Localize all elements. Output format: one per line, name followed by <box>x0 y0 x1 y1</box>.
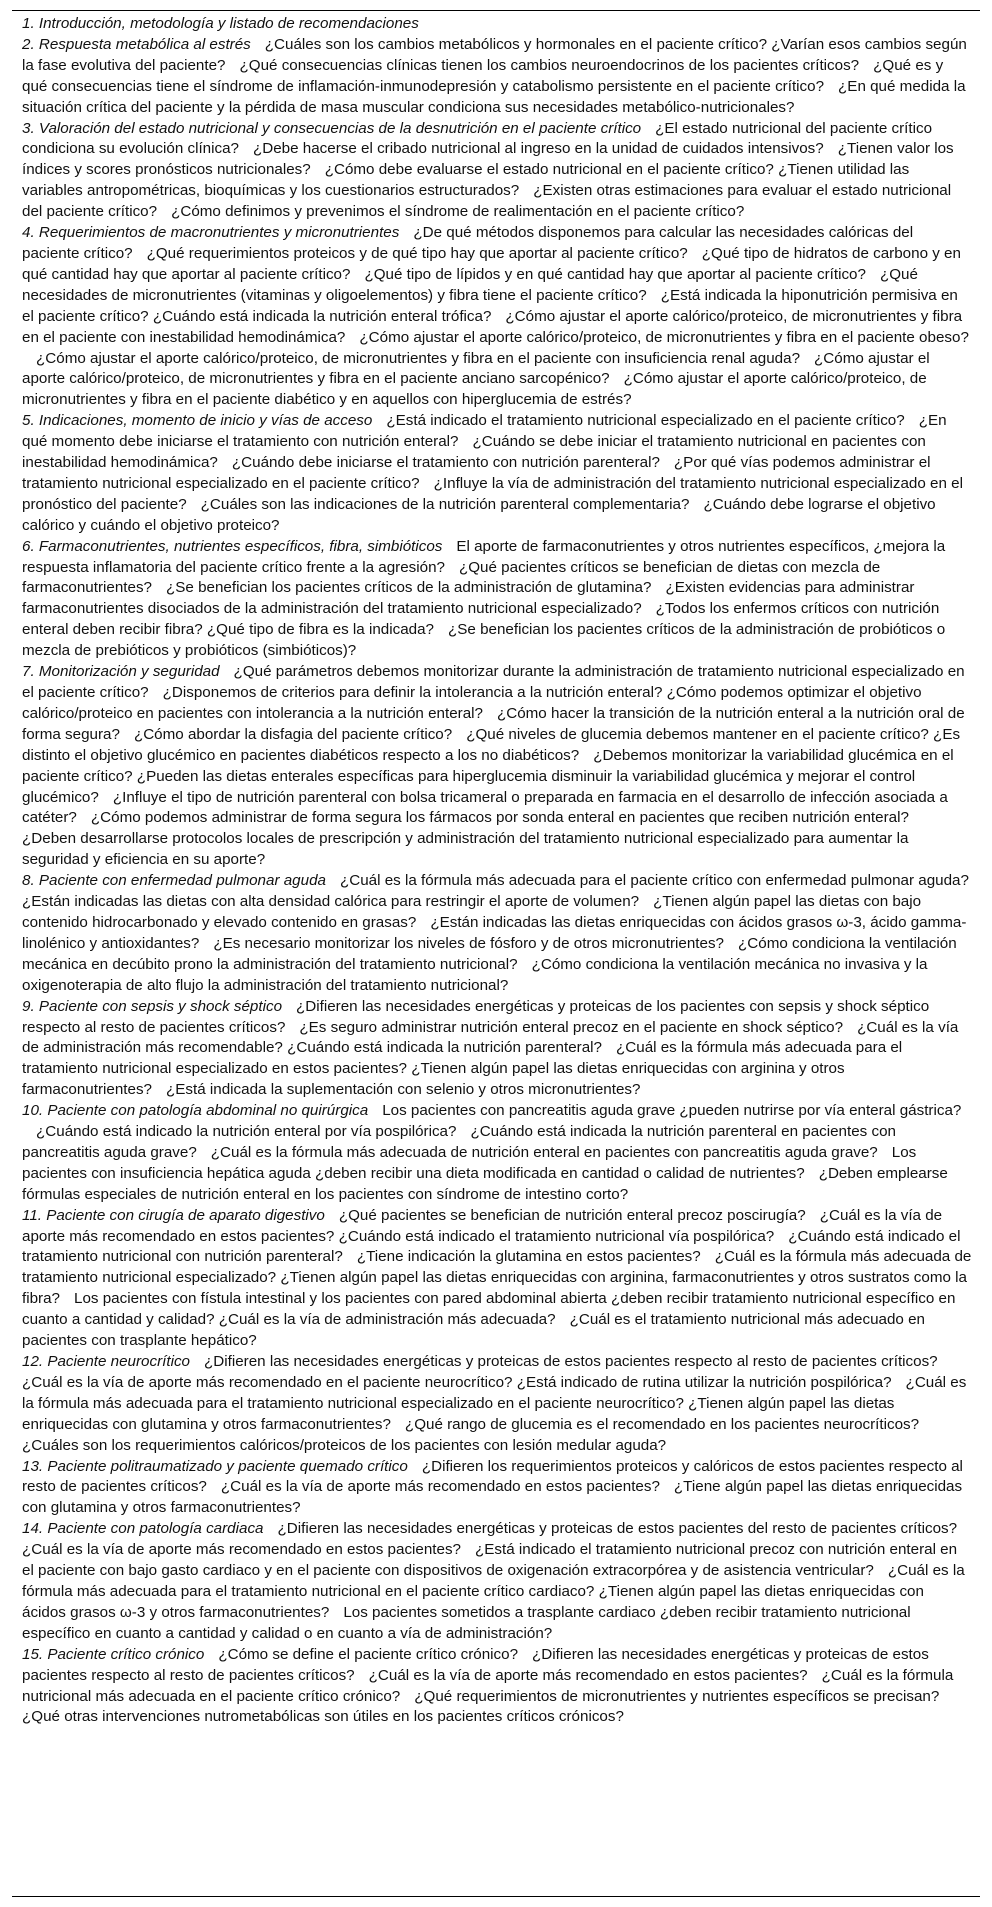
question: ¿Cuál es la fórmula más adecuada para el tratamiento nutricional especializado en el paciente neurocrítico? ¿Tienen algún papel las dietas enriquecidas con glutamina y otros farmaconutrientes? <box>22 1373 967 1433</box>
question: ¿Qué pacientes se benefician de nutrición enteral precoz poscirugía? <box>338 1206 806 1224</box>
question: ¿Cuáles son los cambios metabólicos y hormonales en el paciente crítico? ¿Varían esos cambios según la fase evolutiva del paciente? <box>22 35 967 74</box>
question: ¿Debemos monitorizar la variabilidad glucémica en el paciente crítico? ¿Pueden las dietas enterales específicas para hiperglucemia disminuir la variabilidad glucémica y mejorar el control glucémico? <box>22 746 954 806</box>
question: ¿Cuándo debe iniciarse el tratamiento con nutrición parenteral? <box>231 454 660 472</box>
question: ¿Cuándo está indicado la nutrición enteral por vía pospilórica? <box>36 1123 457 1141</box>
question: Los pacientes con fístula intestinal y los pacientes con pared abdominal abierta ¿deben recibir tratamiento nutricional específico en cuanto a cantidad y calidad? ¿Cuál es la vía de administración más adecuada? <box>22 1290 956 1329</box>
question: ¿Cómo condiciona la ventilación mecánica no invasiva y la oxigenoterapia de alto flujo la administración del tratamiento nutricional? <box>22 955 928 994</box>
question: ¿Es seguro administrar nutrición enteral precoz en el paciente en shock séptico? <box>299 1018 844 1036</box>
section-title: 10. Paciente con patología abdominal no quirúrgica <box>22 1102 369 1120</box>
question: ¿Cómo ajustar el aporte calórico/proteico, de micronutrientes y fibra en el paciente con insuficiencia renal aguda? <box>36 349 801 367</box>
section-title: 15. Paciente crítico crónico <box>22 1645 205 1663</box>
section-8 <box>22 871 972 996</box>
question: ¿Está indicado el tratamiento nutricional especializado en el paciente crítico? <box>386 412 905 430</box>
question: ¿Deben desarrollarse protocolos locales de prescripción y administración del tratamiento nutricional especializado para aumentar la seguridad y eficiencia en su aporte? <box>22 830 909 869</box>
section-title: 3. Valoración del estado nutricional y consecuencias de la desnutrición en el paciente crítico <box>22 119 642 137</box>
section-2 <box>22 35 972 119</box>
topics-table <box>12 10 980 1897</box>
question: ¿Cuándo está indicado el tratamiento nutricional con nutrición parenteral? <box>22 1227 961 1266</box>
question: ¿Cómo definimos y prevenimos el síndrome de realimentación en el paciente crítico? <box>171 203 745 221</box>
section-title: 13. Paciente politraumatizado y paciente quemado crítico <box>22 1457 408 1475</box>
section-13 <box>22 1457 972 1520</box>
question: ¿Cómo condiciona la ventilación mecánica en decúbito prono la administración del tratamiento nutricional? <box>22 934 957 973</box>
question: ¿Difieren los requerimientos proteicos y calóricos de estos pacientes respecto al resto de pacientes críticos? <box>22 1457 963 1496</box>
section-4 <box>22 223 972 411</box>
question: ¿Cómo ajustar el aporte calórico/proteico, de micronutrientes y fibra en el paciente obeso? <box>359 328 969 346</box>
question: ¿Difieren las necesidades energéticas y proteicas de los pacientes con sepsis y shock séptico respecto al resto de pacientes críticos? <box>22 997 930 1036</box>
question: ¿De qué métodos disponemos para calcular las necesidades calóricas del paciente crítico? <box>22 224 914 262</box>
question: ¿Qué requerimientos proteicos y de qué tipo hay que aportar al paciente crítico? <box>146 244 688 262</box>
section-title: 5. Indicaciones, momento de inicio y vías de acceso <box>22 412 373 430</box>
question: ¿Cuál es la vía de aporte más recomendado en el paciente neurocrítico? ¿Está indicado de rutina utilizar la nutrición pospilórica? <box>22 1373 892 1391</box>
question: ¿Se benefician los pacientes críticos de la administración de probióticos o mezcla de prebióticos y probióticos (simbióticos)? <box>22 621 946 660</box>
section-title: 14. Paciente con patología cardiaca <box>22 1520 264 1538</box>
question: ¿Existen otras estimaciones para evaluar el estado nutricional del paciente crítico? <box>22 182 952 221</box>
question: ¿El estado nutricional del paciente crítico condiciona su evolución clínica? <box>22 119 933 158</box>
section-7 <box>22 662 972 871</box>
question: ¿Difieren las necesidades energéticas y proteicas de estos pacientes respecto al resto de pacientes críticos? <box>22 1645 929 1684</box>
question: ¿Cuál es la vía de administración más recomendable? ¿Cuándo está indicada la nutrición parenteral? <box>22 1018 959 1057</box>
question: ¿Está indicada la hiponutrición permisiva en el paciente crítico? ¿Cuándo está indicada la nutrición enteral trófica? <box>22 286 958 325</box>
question: ¿Qué otras intervenciones nutrometabólicas son útiles en los pacientes críticos crónicos? <box>22 1708 624 1726</box>
question: ¿Está indicado el tratamiento nutricional precoz con nutrición enteral en el paciente con bajo gasto cardiaco y en el paciente con dispositivos de oxigenación extracorpórea y de asistencia ventricular? <box>22 1541 958 1580</box>
question: Los pacientes con pancreatitis aguda grave ¿pueden nutrirse por vía enteral gástrica? <box>382 1102 962 1120</box>
section-title: 8. Paciente con enfermedad pulmonar aguda <box>22 872 326 890</box>
question: ¿Cuáles son los requerimientos calóricos/proteicos de los pacientes con lesión medular aguda? <box>22 1436 667 1454</box>
question: ¿Cuál es la fórmula más adecuada para el tratamiento nutricional especializado en estos pacientes? ¿Tienen algún papel las dietas enriquecidas con arginina y otros farmaconutrientes? <box>22 1039 903 1099</box>
question: ¿Cuándo se debe iniciar el tratamiento nutricional en pacientes con inestabilidad hemodinámica? <box>22 433 926 472</box>
question: ¿Tienen valor los índices y scores pronósticos nutricionales? <box>22 140 954 179</box>
question: ¿Están indicadas las dietas enriquecidas con ácidos grasos ω-3, ácido gamma-linolénico y antioxidantes? <box>22 913 967 952</box>
section-6 <box>22 537 972 662</box>
section-5 <box>22 411 972 536</box>
question: ¿Cómo ajustar el aporte calórico/proteico, de micronutrientes y fibra en el paciente diabético y en aquellos con hiperglucemia de estrés? <box>22 370 927 409</box>
question: El aporte de farmaconutrientes y otros nutrientes específicos, ¿mejora la respuesta inflamatoria del paciente crítico frente a la agresión? <box>22 537 946 576</box>
question: ¿Cuál es la vía de aporte más recomendado en estos pacientes? <box>22 1541 462 1559</box>
section-9 <box>22 997 972 1102</box>
question: ¿Qué requerimientos de micronutrientes y nutrientes específicos se precisan? <box>414 1687 940 1705</box>
section-title: 9. Paciente con sepsis y shock séptico <box>22 997 283 1015</box>
question: ¿Difieren las necesidades energéticas y proteicas de estos pacientes respecto al resto de pacientes críticos? <box>204 1353 938 1370</box>
question: ¿Cómo debe evaluarse el estado nutricional en el paciente crítico? ¿Tienen utilidad las variables antropométricas, bioquímicas y los cuestionarios estructurados? <box>22 161 910 200</box>
question: ¿Cómo hacer la transición de la nutrición enteral a la nutrición oral de forma segura? <box>22 704 965 743</box>
question: ¿Influye el tipo de nutrición parenteral con bolsa tricameral o preparada en farmacia en el desarrollo de infección asociada a catéter? <box>22 788 948 827</box>
question: ¿Tienen algún papel las dietas con bajo contenido hidrocarbonado y elevado contenido en grasas? <box>22 893 922 931</box>
question: ¿Está indicada la suplementación con selenio y otros micronutrientes? <box>166 1081 641 1099</box>
question: ¿Cuál es la fórmula más adecuada de nutrición enteral en pacientes con pancreatitis aguda grave? <box>210 1143 878 1161</box>
section-title: 7. Monitorización y seguridad <box>22 663 220 681</box>
section-list <box>22 14 972 1728</box>
question: ¿Se benefician los pacientes críticos de la administración de glutamina? <box>166 579 652 597</box>
question: ¿Qué es y qué consecuencias tiene el síndrome de inflamación-inmunodepresión y catabolismo persistente en el paciente crítico? <box>22 56 944 95</box>
section-title: 4. Requerimientos de macronutrientes y micronutrientes <box>22 224 400 242</box>
question: ¿Todos los enfermos críticos con nutrición enteral deben recibir fibra? ¿Qué tipo de fibra es la indicada? <box>22 600 940 639</box>
question: ¿Cuál es el tratamiento nutricional más adecuado en pacientes con trasplante hepático? <box>22 1311 925 1350</box>
question: ¿En qué medida la situación crítica del paciente y la pérdida de masa muscular condiciona sus necesidades metabólico-nutricionales? <box>22 77 966 116</box>
question: ¿Qué tipo de hidratos de carbono y en qué cantidad hay que aportar al paciente crítico? <box>22 244 961 283</box>
section-title: 6. Farmaconutrientes, nutrientes específicos, fibra, simbióticos <box>22 537 443 555</box>
section-title: 2. Respuesta metabólica al estrés <box>22 35 251 53</box>
question: ¿Tiene indicación la glutamina en estos pacientes? <box>356 1248 701 1266</box>
question: ¿Cuándo debe lograrse el objetivo calórico y cuándo el objetivo proteico? <box>22 495 936 534</box>
section-15 <box>22 1645 972 1729</box>
question: ¿Es necesario monitorizar los niveles de fósforo y de otros micronutrientes? <box>213 934 725 952</box>
question: ¿Cómo ajustar el aporte calórico/proteico, de micronutrientes y fibra en el paciente con inestabilidad hemodinámica? <box>22 307 963 346</box>
section-title: 12. Paciente neurocrítico <box>22 1353 191 1370</box>
question: ¿Disponemos de criterios para definir la intolerancia a la nutrición enteral? ¿Cómo podemos optimizar el objetivo calórico/proteico en pacientes con intolerancia a la nutrición enteral? <box>22 684 922 722</box>
question: ¿Cuáles son las indicaciones de la nutrición parenteral complementaria? <box>200 495 690 513</box>
question: ¿Cuál es la fórmula más adecuada para el paciente crítico con enfermedad pulmonar aguda? ¿Están indicadas las dietas con alta densidad calórica para restringir el aporte de volumen? <box>22 872 969 911</box>
question: ¿Cómo abordar la disfagia del paciente crítico? <box>133 725 453 743</box>
question: ¿Cuál es la fórmula más adecuada de tratamiento nutricional especializado? ¿Tienen algún papel las dietas enriquecidas con arginina, farmaconutrientes y otros sustratos como la fibra? <box>22 1248 972 1308</box>
question: Los pacientes con insuficiencia hepática aguda ¿deben recibir una dieta modificada en cantidad o calidad de nutrientes? <box>22 1143 917 1182</box>
question: ¿Qué consecuencias clínicas tienen los cambios neuroendocrinos de los pacientes críticos? <box>239 56 860 74</box>
question: ¿Qué necesidades de micronutrientes (vitaminas y oligoelementos) y fibra tiene el paciente crítico? <box>22 265 918 304</box>
question: ¿Cuál es la fórmula más adecuada para el tratamiento nutricional en el paciente crítico cardiaco? ¿Tienen algún papel las dietas enriquecidas con ácidos grasos ω-3 y otros farmaconutrientes? <box>22 1562 965 1621</box>
question: ¿Cuál es la vía de aporte más recomendado en estos pacientes? ¿Cuándo está indicado el tratamiento nutricional vía pospilórica? <box>22 1206 943 1245</box>
question: ¿Influye la vía de administración del tratamiento nutricional especializado en el pronóstico del paciente? <box>22 474 963 513</box>
question: ¿Qué rango de glucemia es el recomendado en los pacientes neurocríticos? <box>404 1415 920 1433</box>
question: ¿Cómo podemos administrar de forma segura los fármacos por sonda enteral en pacientes que reciben nutrición enteral? <box>90 809 909 827</box>
section-12 <box>22 1352 972 1457</box>
question: ¿Cuál es la vía de aporte más recomendado en estos pacientes? <box>220 1478 660 1496</box>
section-1 <box>22 14 972 35</box>
question: ¿Qué niveles de glucemia debemos mantener en el paciente crítico? ¿Es distinto el objetivo glucémico en pacientes diabéticos respecto a los no diabéticos? <box>22 725 961 764</box>
question: ¿Deben emplearse fórmulas especiales de nutrición enteral en los pacientes con síndrome de intestino corto? <box>22 1164 948 1203</box>
question: ¿En qué momento debe iniciarse el tratamiento con nutrición enteral? <box>22 412 947 451</box>
section-14 <box>22 1519 972 1644</box>
question: ¿Cómo se define el paciente crítico crónico? <box>218 1645 519 1663</box>
question: ¿Cuál es la vía de aporte más recomendado en estos pacientes? <box>368 1666 808 1684</box>
section-10 <box>22 1101 972 1206</box>
section-3 <box>22 119 972 224</box>
question: ¿Difieren las necesidades energéticas y proteicas de estos pacientes del resto de pacientes críticos? <box>277 1520 958 1538</box>
question: ¿Qué pacientes críticos se benefician de dietas con mezcla de farmaconutrientes? <box>22 558 881 597</box>
question: ¿Cómo ajustar el aporte calórico/proteico, de micronutrientes y fibra en el paciente anciano sarcopénico? <box>22 349 930 388</box>
question: ¿Existen evidencias para administrar farmaconutrientes disociados de la administración del tratamiento nutricional especializado? <box>22 579 915 618</box>
question: ¿Cuándo está indicada la nutrición parenteral en pacientes con pancreatitis aguda grave? <box>22 1123 896 1161</box>
question: ¿Qué tipo de lípidos y en qué cantidad hay que aportar al paciente crítico? <box>364 265 866 283</box>
question: ¿Debe hacerse el cribado nutricional al ingreso en la unidad de cuidados intensivos? <box>252 140 824 158</box>
question: ¿Tiene algún papel las dietas enriquecidas con glutamina y otros farmaconutrientes? <box>22 1478 963 1517</box>
section-11 <box>22 1206 972 1352</box>
question: ¿Por qué vías podemos administrar el tratamiento nutricional especializado en el paciente crítico? <box>22 454 931 492</box>
section-title: 1. Introducción, metodología y listado de recomendaciones <box>22 15 419 32</box>
question: ¿Cuál es la fórmula nutricional más adecuada en el paciente crítico crónico? <box>22 1666 954 1705</box>
question: ¿Qué parámetros debemos monitorizar durante la administración de tratamiento nutricional especializado en el paciente crítico? <box>22 663 965 701</box>
question: Los pacientes sometidos a trasplante cardiaco ¿deben recibir tratamiento nutricional específico en cuanto a cantidad y calidad o en cuanto a vía de administración? <box>22 1603 911 1642</box>
section-title: 11. Paciente con cirugía de aparato digestivo <box>22 1206 325 1224</box>
